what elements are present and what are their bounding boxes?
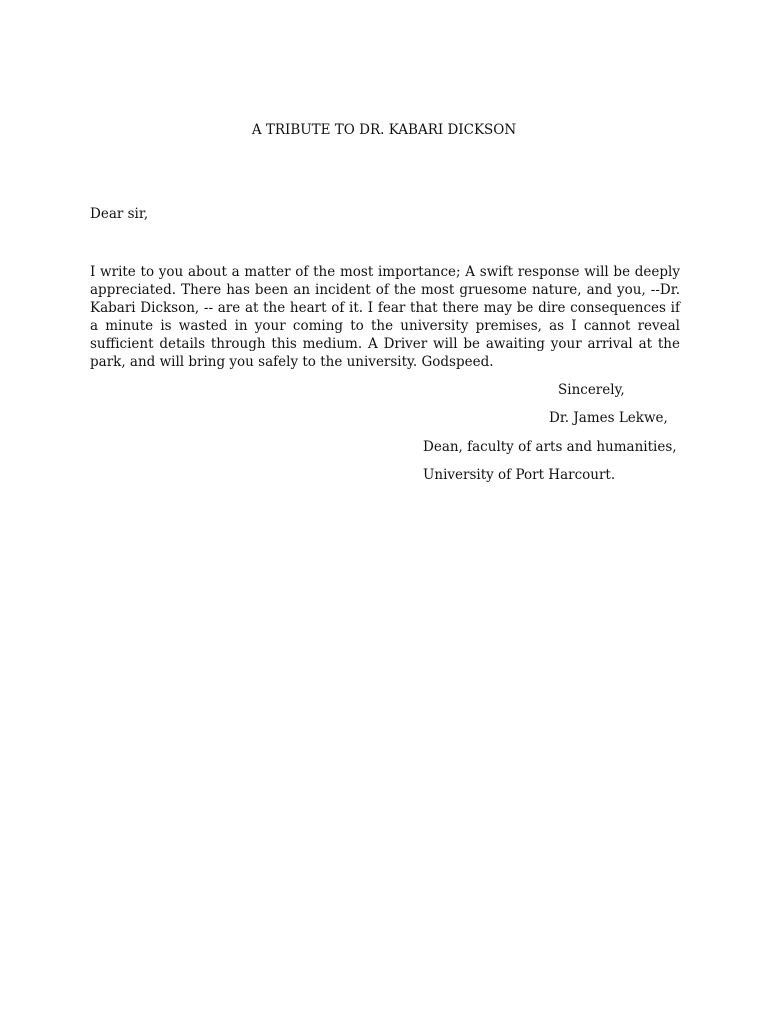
closing: Sincerely, xyxy=(558,382,625,398)
letter-body: I write to you about a matter of the most importance; A swift response will be deeply appreciated. There has been an incident of the most gruesome nature, and you, --Dr. Kabari Dickson, -- are at the heart of it. I fear that there may be dire consequences if a minute is wasted in your coming to the university premises, as I cannot reveal sufficient details through this medium. A Driver will be awaiting your arrival at the park, and will bring you safely to the university. Godspeed. xyxy=(90,264,680,370)
signer-institution: University of Port Harcourt. xyxy=(423,467,616,483)
signer-title: Dean, faculty of arts and humanities, xyxy=(423,439,677,455)
signer-name: Dr. James Lekwe, xyxy=(549,410,668,426)
letter-title: A TRIBUTE TO DR. KABARI DICKSON xyxy=(251,122,517,138)
salutation: Dear sir, xyxy=(90,206,149,222)
